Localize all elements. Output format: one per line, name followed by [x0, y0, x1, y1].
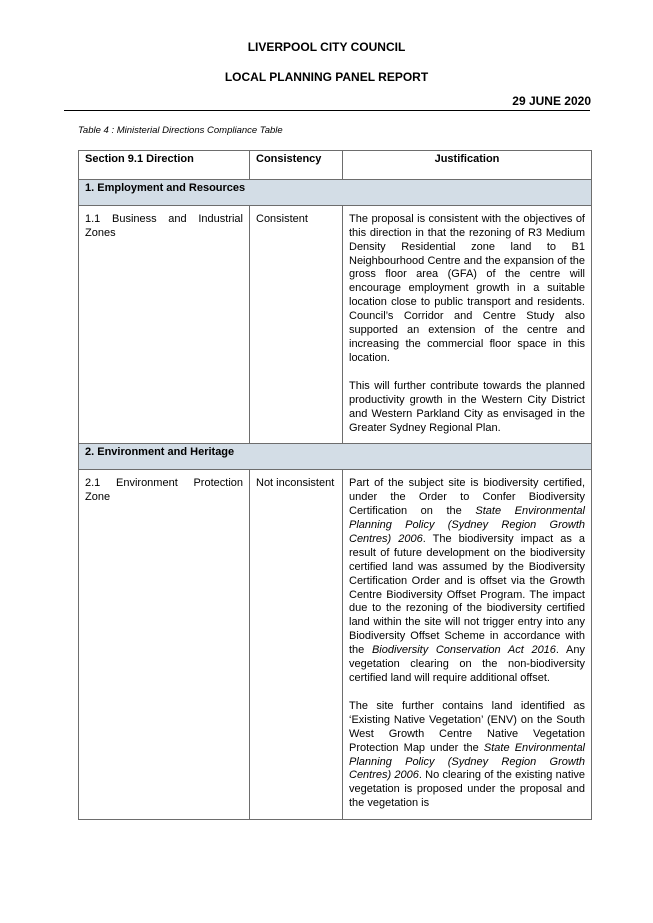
table-row	[79, 205, 592, 444]
table-caption: Table 4 : Ministerial Directions Compliance Table	[78, 125, 283, 136]
direction-cell: 1.1 Business and Industrial Zones	[79, 205, 250, 444]
justification-paragraph: The proposal is consistent with the objectives of this direction in that the rezoning of R3 Medium Density Residential zone land to B1 Neighbourhood Centre and the expansion of the gross floor area (GFA) of the centre will encourage employment growth in a suitable location close to public transport and residents. Council’s Corridor and Centre Study also supported an extension of the centre and increasing the commercial floor space in this location.	[349, 212, 585, 364]
section-title: 2. Environment and Heritage	[79, 444, 592, 470]
table-row	[79, 470, 592, 820]
report-date: 29 JUNE 2020	[512, 94, 591, 108]
legislation-title: Biodiversity Conservation Act 2016	[371, 644, 556, 657]
justification-cell	[343, 205, 592, 444]
section-title: 1. Employment and Resources	[79, 179, 592, 205]
legislation-title: State Environmental Planning Policy (Sydney Region Growth Centres) 2006	[349, 741, 586, 782]
compliance-table	[78, 150, 592, 820]
justification-cell	[343, 470, 592, 820]
column-header-justification: Justification	[343, 151, 592, 180]
justification-paragraph: This will further contribute towards the planned productivity growth in the Western City District and Western Parkland City as envisaged in the Greater Sydney Regional Plan.	[349, 379, 585, 434]
report-title: LOCAL PLANNING PANEL REPORT	[224, 70, 429, 84]
column-header-direction: Section 9.1 Direction	[79, 151, 250, 180]
direction-cell: 2.1 Environment Protection Zone	[79, 470, 250, 820]
justification-paragraph: Part of the subject site is biodiversity certified, under the Order to Confer Biodiversity Certification on the State Environmental Planning Policy (Sydney Region Growth Centres) 2006. The biodiversity impact as a result of future development on the biodiversity certified land was assumed by the Biodiversity Certification Order and is offset via the Growth Centre Biodiversity Offset Program. The impact due to the rezoning of the biodiversity certified land within the site will not trigger entry into any Biodiversity Offset Scheme in accordance with the Biodiversity Conservation Act 2016. Any vegetation clearing on the non-biodiversity certified land will require additional offset.	[349, 477, 585, 684]
column-header-consistency: Consistency	[250, 151, 343, 180]
legislation-title: State Environmental Planning Policy (Sydney Region Growth Centres) 2006	[349, 505, 585, 545]
section-row	[79, 179, 592, 205]
consistency-cell: Not inconsistent	[250, 470, 343, 820]
consistency-cell: Consistent	[250, 205, 343, 444]
table-header-row	[79, 151, 592, 180]
header-rule	[64, 110, 590, 111]
council-title: LIVERPOOL CITY COUNCIL	[247, 40, 406, 54]
section-row	[79, 444, 592, 470]
justification-paragraph: The site further contains land identified as ‘Existing Native Vegetation’ (ENV) on the South West Growth Centre Native Vegetation Protection Map under the State Environmental Planning Policy (Sydney Region Growth Centres) 2006. No clearing of the existing native vegetation is proposed under the proposal and the vegetation is	[349, 699, 586, 810]
